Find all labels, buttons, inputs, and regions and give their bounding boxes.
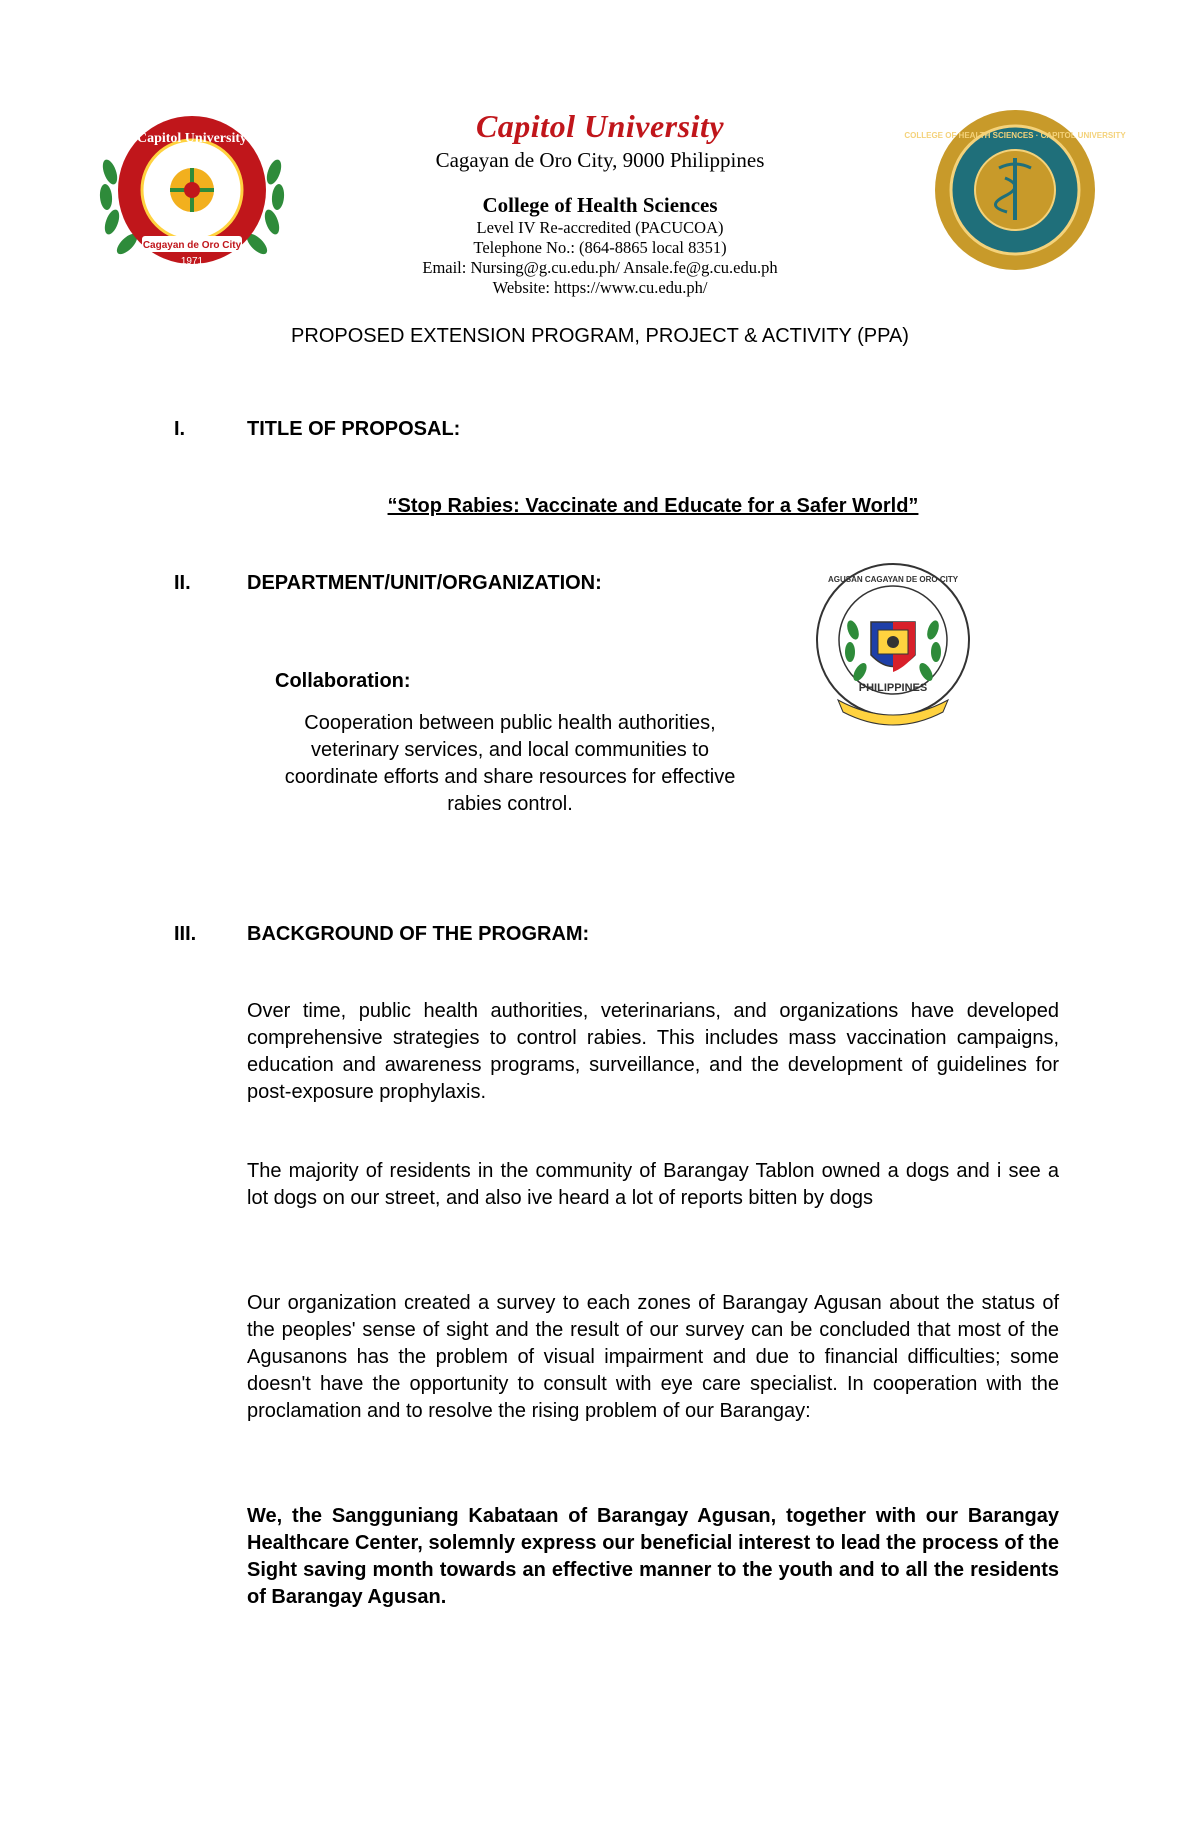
college-name: College of Health Sciences xyxy=(482,193,718,217)
section-heading: DEPARTMENT/UNIT/ORGANIZATION: xyxy=(247,572,602,594)
barangay-seal-ribbon-text: PHILIPPINES xyxy=(858,682,928,694)
university-name: Capitol University xyxy=(475,108,725,144)
capitol-university-seal-logo xyxy=(92,112,292,272)
collaboration-label: Collaboration: xyxy=(275,670,411,692)
seal-ribbon-text: Cagayan de Oro City xyxy=(142,240,242,251)
university-address: Cagayan de Oro City, 9000 Philippines xyxy=(435,148,765,172)
document-title: PROPOSED EXTENSION PROGRAM, PROJECT & ACTIVITY (PPA) xyxy=(291,325,909,347)
section-heading: TITLE OF PROPOSAL: xyxy=(247,418,461,440)
website-text[interactable]: Website: https://www.cu.edu.ph/ xyxy=(492,278,708,297)
seal-ring-text: COLLEGE OF HEALTH SCIENCES · CAPITOL UNIVERSITY xyxy=(904,131,1126,140)
section-number: III. xyxy=(174,923,197,945)
telephone-text: Telephone No.: (864-8865 local 8351) xyxy=(473,238,727,257)
email-text[interactable]: Email: Nursing@g.cu.edu.ph/ Ansale.fe@g.cu.edu.ph xyxy=(422,258,778,277)
barangay-seal-ring-text: AGUSAN CAGAYAN DE ORO CITY xyxy=(827,575,959,584)
seal-year-text: 1971 xyxy=(180,256,204,267)
barangay-agusan-seal-logo xyxy=(808,560,978,735)
background-paragraph: Our organization created a survey to each zones of Barangay Agusan about the status of the peoples' sense of sight and the result of our survey can be concluded that most of the Agusanons has the problem of visual impairment and due to financial difficulties; some doesn't have the opportunity to consult with eye care specialist. In cooperation with the proclamation and to resolve the rising problem of our Barangay: xyxy=(247,1292,1059,1422)
seal-top-text: Capitol University xyxy=(136,131,248,146)
collaboration-text: Cooperation between public health authorities, veterinary services, and local communities to coordinate efforts and share resources for effective rabies control. xyxy=(284,712,736,815)
section-heading: BACKGROUND OF THE PROGRAM: xyxy=(247,923,590,945)
section-number: I. xyxy=(174,418,186,440)
background-paragraph: The majority of residents in the community of Barangay Tablon owned a dogs and i see a lot dogs on our street, and also ive heard a lot of reports bitten by dogs xyxy=(247,1160,1059,1209)
background-paragraph: Over time, public health authorities, veterinarians, and organizations have developed comprehensive strategies to control rabies. This includes mass vaccination campaigns, education and awareness programs, surveillance, and the development of guidelines for post-exposure prophylaxis. xyxy=(247,1000,1059,1103)
background-statement: We, the Sangguniang Kabataan of Barangay Agusan, together with our Barangay Healthcare Center, solemnly express our beneficial interest to lead the process of the Sight saving month towards an effective manner to the youth and to all the residents of Barangay Agusan. xyxy=(247,1505,1059,1608)
section-number: II. xyxy=(174,572,191,594)
proposal-title: “Stop Rabies: Vaccinate and Educate for a Safer World” xyxy=(387,495,919,517)
accreditation-text: Level IV Re-accredited (PACUCOA) xyxy=(476,218,724,237)
college-health-sciences-seal-logo xyxy=(904,108,1126,273)
